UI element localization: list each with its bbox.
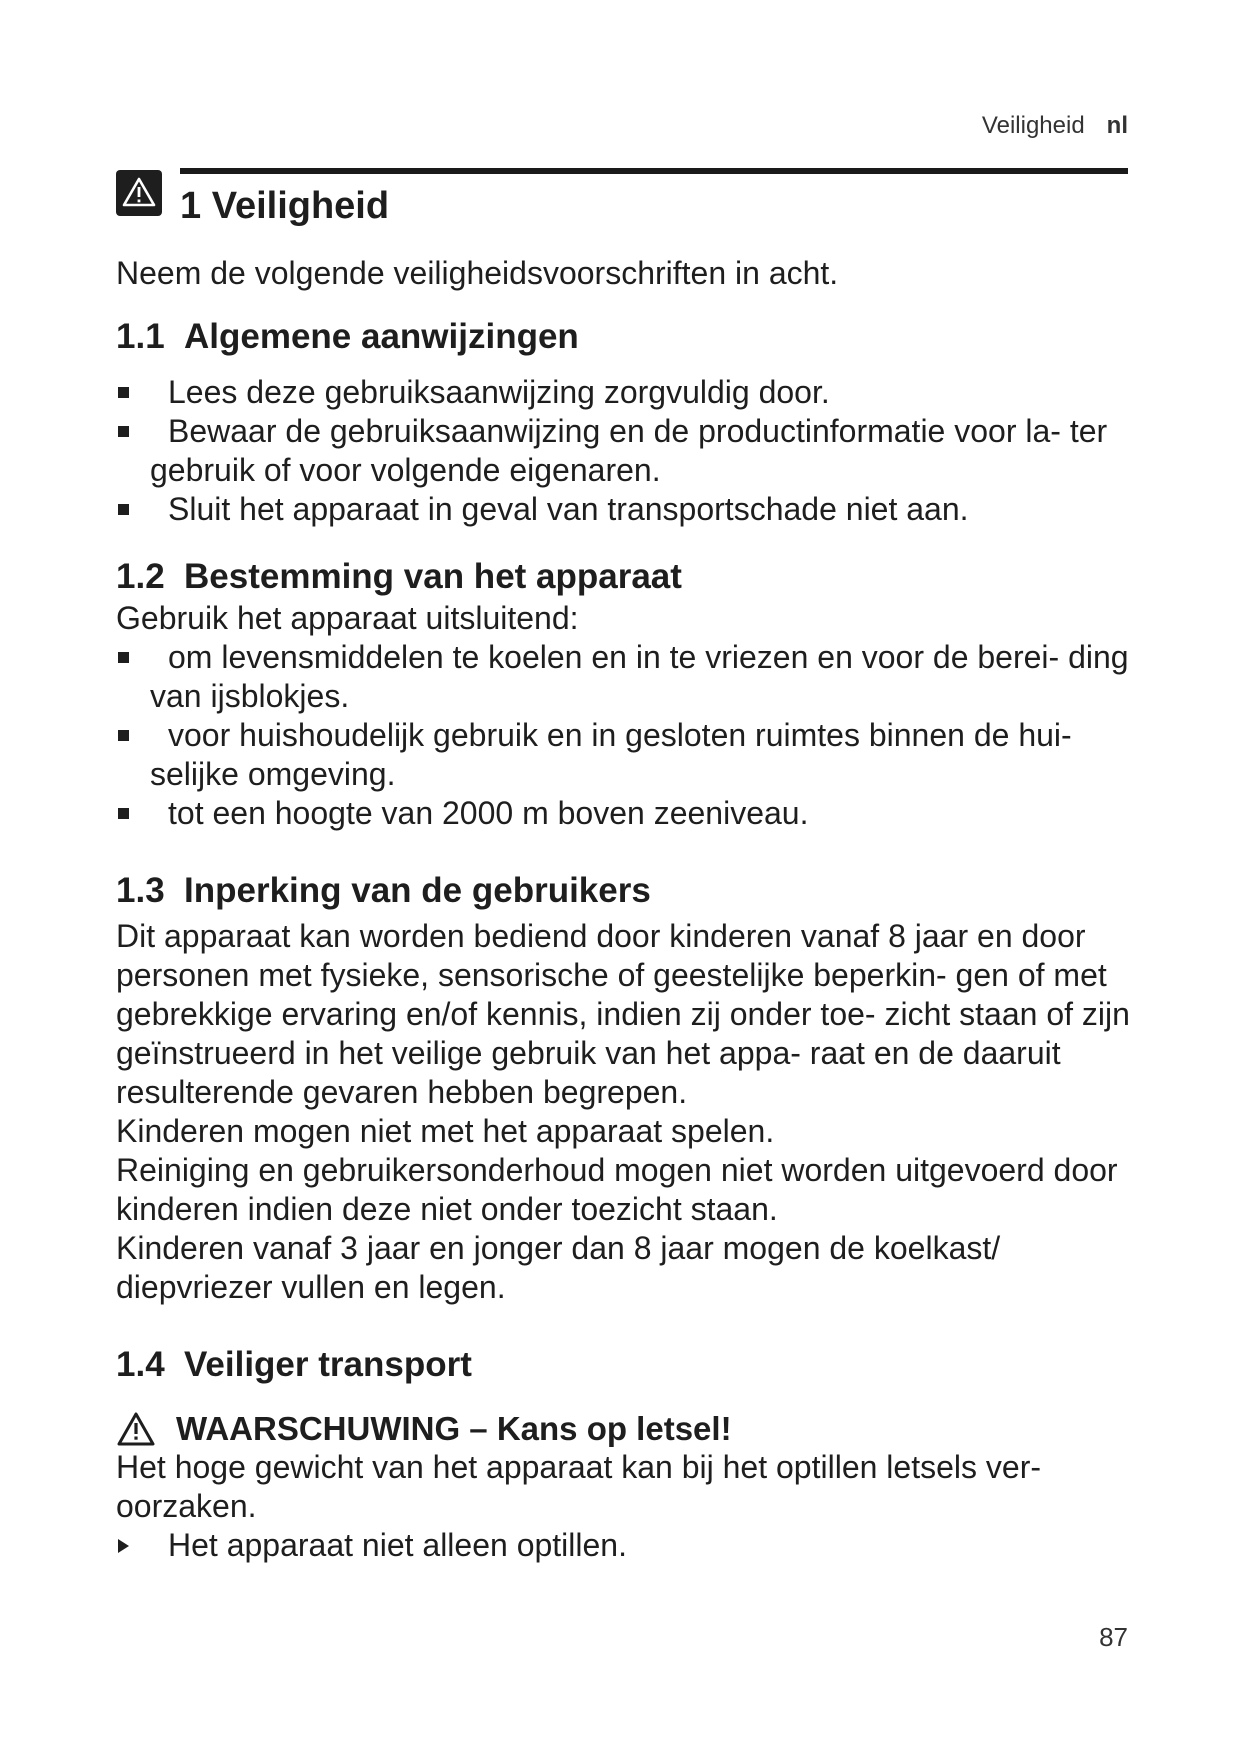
section-heading-1-1 — [116, 315, 1146, 359]
section-title: Bestemming van het apparaat — [184, 557, 682, 596]
chapter-intro: Neem de volgende veiligheidsvoorschriften in acht. — [116, 255, 839, 291]
list-item: tot een hoogte van 2000 m boven zeeniveau. — [116, 794, 1146, 833]
page-number: 87 — [1099, 1622, 1128, 1652]
section-lead: Gebruik het apparaat uitsluitend: — [116, 600, 579, 636]
section-heading-1-2 — [116, 555, 1146, 599]
chapter-rule — [180, 168, 1128, 174]
section-title: Inperking van de gebruikers — [184, 871, 651, 910]
paragraph: Kinderen vanaf 3 jaar en jonger dan 8 jaar mogen de koelkast/ diepvriezer vullen en legen. — [116, 1230, 1001, 1305]
instruction-step — [116, 1526, 1146, 1565]
list-item: Bewaar de gebruiksaanwijzing en de productinformatie voor la- ter gebruik of voor volgende eigenaren. — [116, 412, 1146, 490]
section-heading-1-4 — [116, 1343, 1146, 1387]
list-item: voor huishoudelijk gebruik en in gesloten ruimtes binnen de hui- selijke omgeving. — [116, 716, 1146, 794]
list-item: Lees deze gebruiksaanwijzing zorgvuldig door. — [116, 373, 1146, 412]
general-instructions-list — [116, 373, 1146, 529]
list-item: Sluit het apparaat in geval van transportschade niet aan. — [116, 490, 1146, 529]
paragraph: Kinderen mogen niet met het apparaat spelen. — [116, 1113, 775, 1149]
running-header — [982, 112, 1128, 140]
page-content — [116, 254, 1146, 1565]
section-title: Veiliger transport — [184, 1345, 472, 1384]
section-number: 1.3 — [116, 871, 165, 910]
section-number: 1.1 — [116, 317, 165, 356]
section-number: 1.2 — [116, 557, 165, 596]
chapter-title: 1 Veiligheid — [180, 185, 390, 227]
paragraph: Reiniging en gebruikersonderhoud mogen niet worden uitgevoerd door kinderen indien deze niet onder toezicht staan. — [116, 1152, 1118, 1227]
warning-triangle-icon — [116, 170, 162, 216]
intended-use-list — [116, 638, 1146, 833]
arrow-right-icon — [118, 1539, 129, 1553]
header-language: nl — [1106, 112, 1128, 139]
section-title: Algemene aanwijzingen — [184, 317, 579, 356]
warning-line — [116, 1409, 1146, 1448]
paragraph: Dit apparaat kan worden bediend door kinderen vanaf 8 jaar en door personen met fysieke, sensorische of geestelijke beperkin- gen of met gebrekkige ervaring en/of kennis, indien zij onder toe- zicht staan of zijn geïnstrueerd in het veilige gebruik van het appa- raat en de daaruit resulterende gevaren hebben begrepen. — [116, 918, 1130, 1110]
section-heading-1-3 — [116, 869, 1146, 913]
step-text: Het apparaat niet alleen optillen. — [168, 1527, 627, 1563]
paragraph: Het hoge gewicht van het apparaat kan bij het optillen letsels ver- oorzaken. — [116, 1449, 1041, 1524]
section-number: 1.4 — [116, 1345, 165, 1384]
warning-text: WAARSCHUWING – Kans op letsel! — [176, 1410, 732, 1447]
header-section: Veiligheid — [981, 112, 1085, 139]
warning-triangle-icon — [116, 1411, 156, 1447]
list-item: om levensmiddelen te koelen en in te vriezen en voor de berei- ding van ijsblokjes. — [116, 638, 1146, 716]
